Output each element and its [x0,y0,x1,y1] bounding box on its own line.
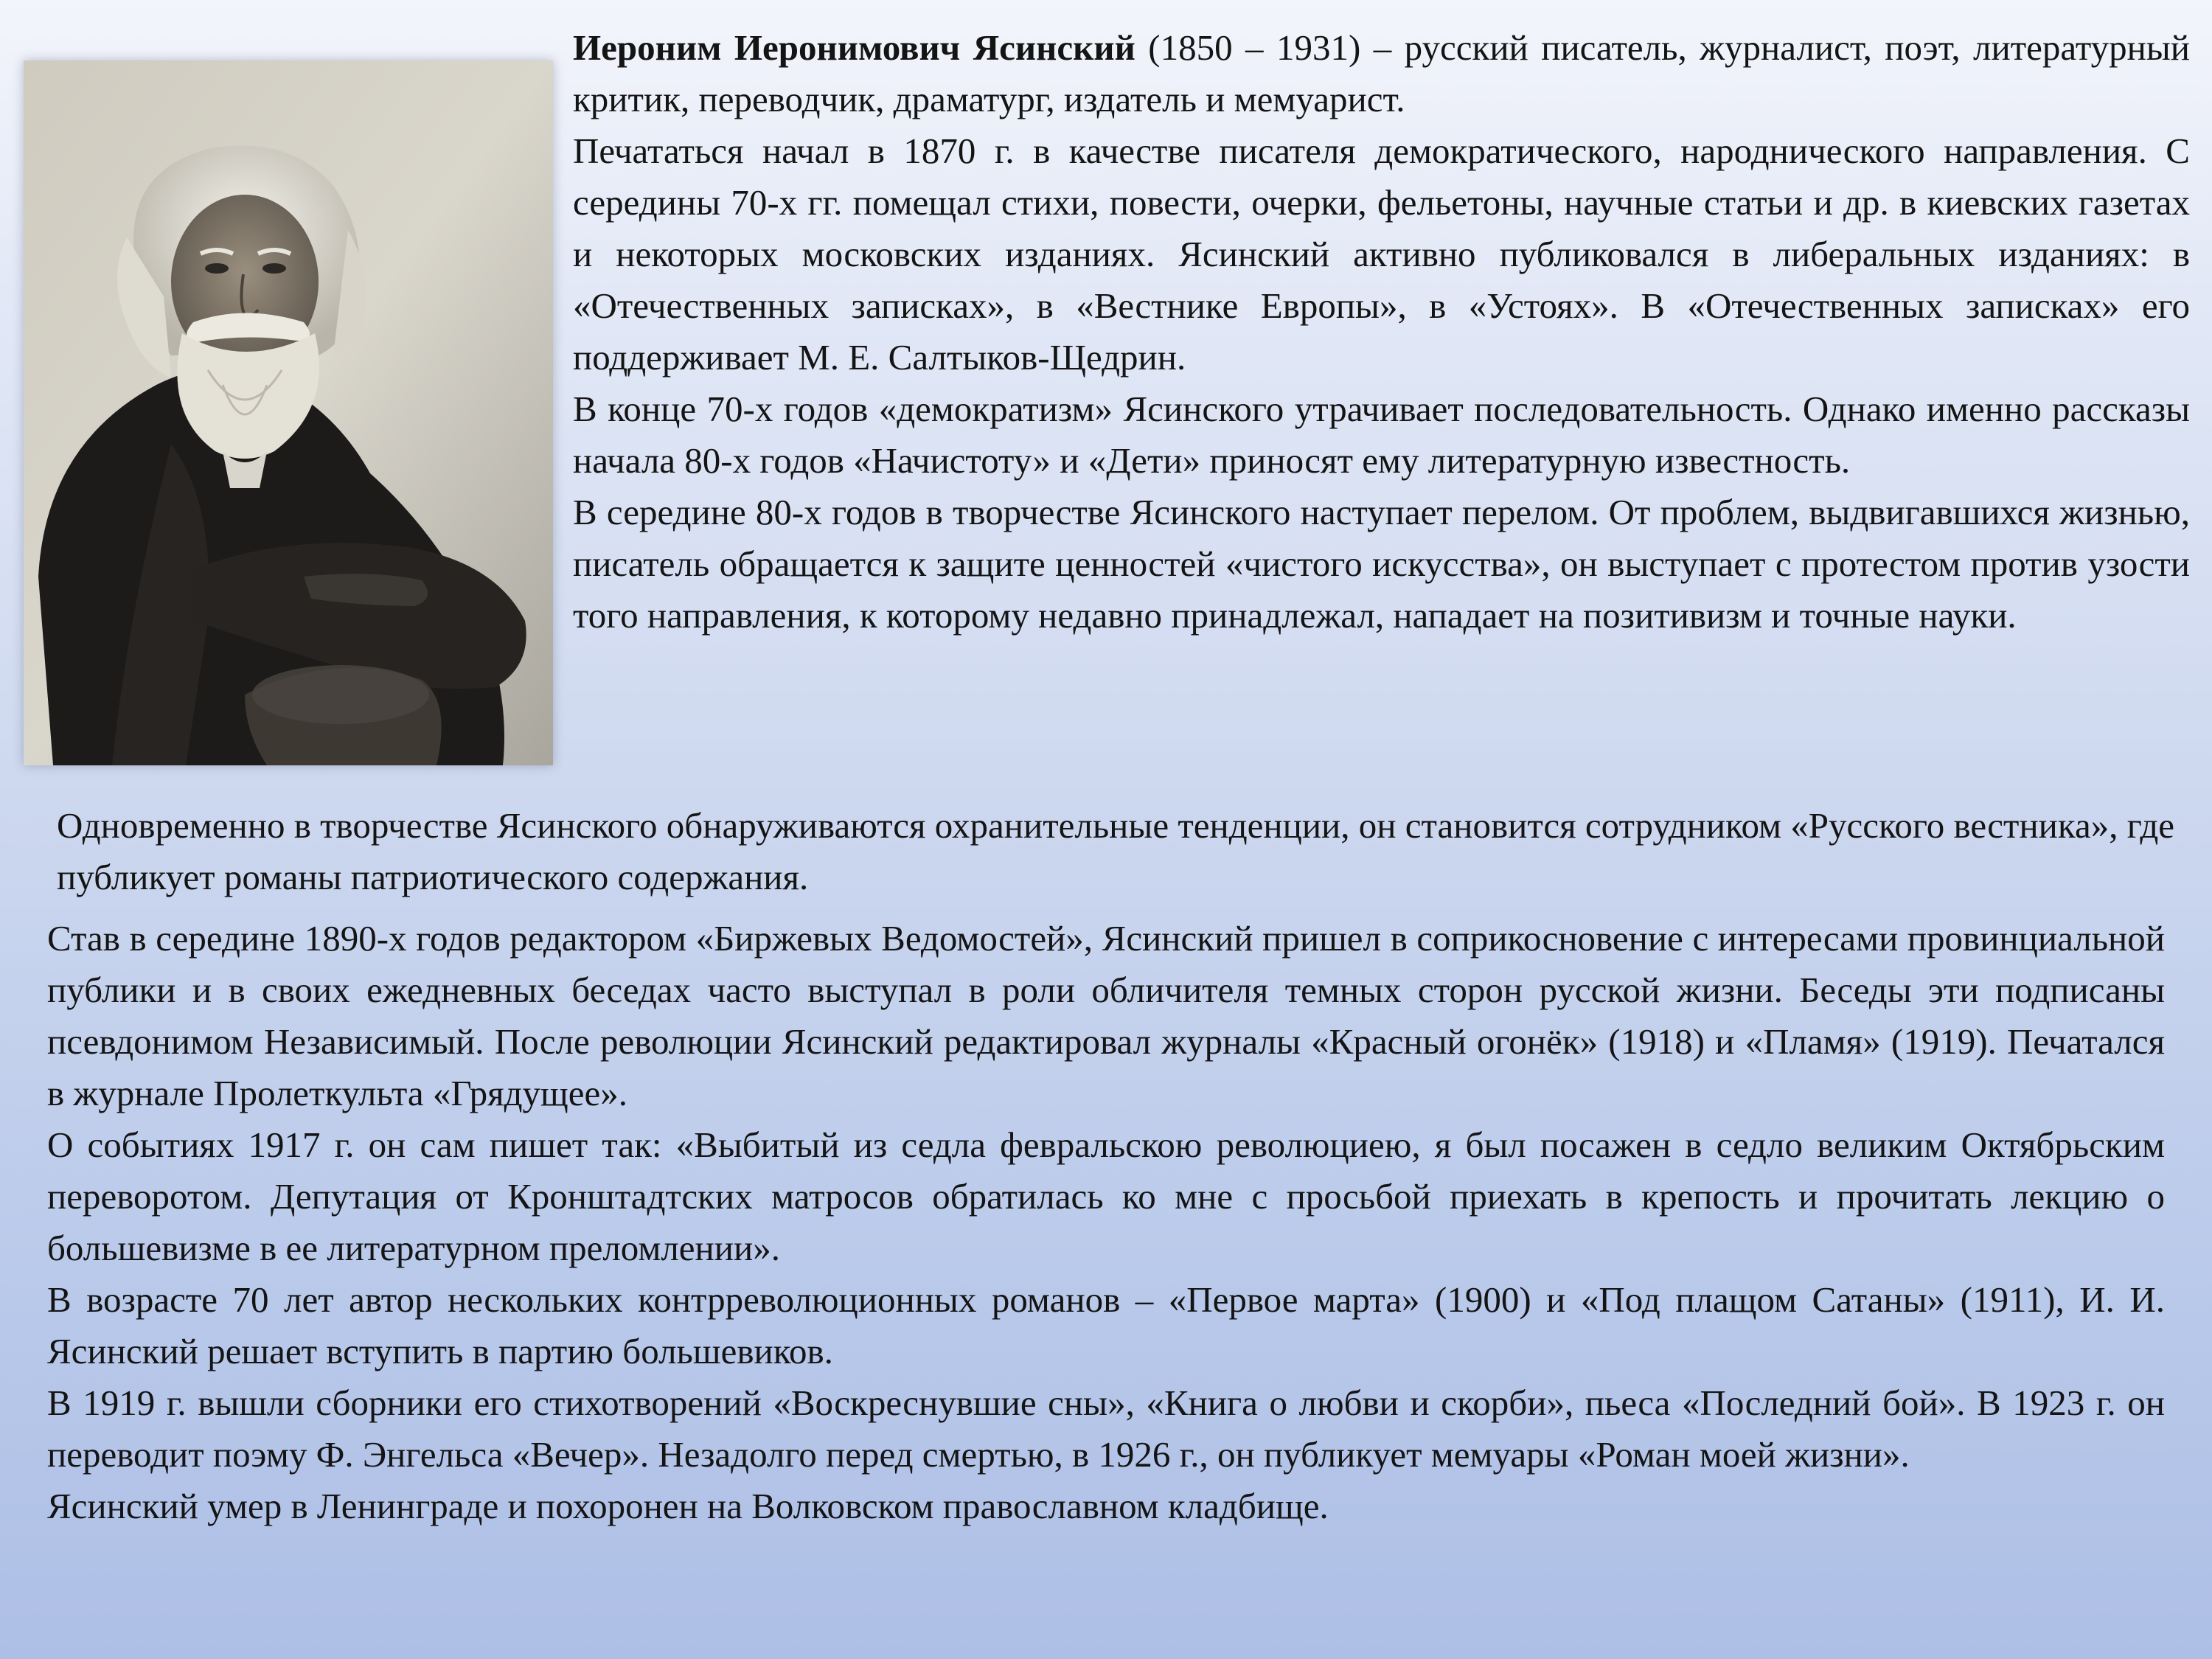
middle-text-block [57,800,2188,903]
paragraph: Печататься начал в 1870 г. в качестве писателя демократического, народнического направления. С середины 70-х гг. помещал стихи, повести, очерки, фельетоны, научные статьи и др. в киевских газетах и некоторых московских изданиях. Ясинский активно публиковался в либеральных изданиях: в «Отечественных записках», в «Вестнике Европы», в «Устоях». В «Отечественных записках» его поддерживает М. Е. Салтыков-Щедрин. [573,131,2190,378]
author-name: Иероним Иеронимович Ясинский [573,27,1135,68]
paragraph: В конце 70-х годов «демократизм» Ясинского утрачивает последовательность. Однако именно рассказы начала 80-х годов «Начистоту» и «Дети» приносят ему литературную известность. [573,389,2190,481]
paragraph: Ясинский умер в Ленинграде и похоронен на Волковском православном кладбище. [47,1486,1329,1526]
paragraph: В середине 80-х годов в творчестве Ясинского наступает перелом. От проблем, выдвигавшихся жизнью, писатель обращается к защите ценностей «чистого искусства», он выступает с протестом против узости того направления, к которому недавно принадлежал, нападает на позитивизм и точные науки. [573,492,2190,636]
portrait-photo [24,60,553,765]
paragraph: Став в середине 1890-х годов редактором «Биржевых Ведомостей», Ясинский пришел в соприкосновение с интересами провинциальной публики и в своих ежедневных беседах часто выступал в роли обличителя темных сторон русской жизни. Беседы эти подписаны псевдонимом Независимый. После революции Ясинский редактировал журналы «Красный огонёк» (1918) и «Пламя» (1919). Печатался в журнале Пролеткульта «Грядущее». [47,918,2165,1113]
portrait-illustration [24,60,553,765]
paragraph: Одновременно в творчестве Ясинского обнаруживаются охранительные тенденции, он становится сотрудником «Русского вестника», где публикует романы патриотического содержания. [57,805,2175,897]
intro-paragraph [573,22,2190,125]
paragraph: В возрасте 70 лет автор нескольких контрреволюционных романов – «Первое марта» (1900) и «Под плащом Сатаны» (1911), И. И. Ясинский решает вступить в партию большевиков. [47,1279,2165,1371]
paragraph: О событиях 1917 г. он сам пишет так: «Выбитый из седла февральскою революциею, я был посажен в седло великим Октябрьским переворотом. Депутация от Кронштадтских матросов обратилась ко мне с просьбой приехать в крепость и прочитать лекцию о большевизме в ее литературном преломлении». [47,1124,2165,1268]
intro-text-block [573,22,2190,641]
paragraph: В 1919 г. вышли сборники его стихотворений «Воскреснувшие сны», «Книга о любви и скорби», пьеса «Последний бой». В 1923 г. он переводит поэму Ф. Энгельса «Вечер». Незадолго перед смертью, в 1926 г., он публикует мемуары «Роман моей жизни». [47,1382,2165,1475]
bottom-text-block [47,913,2165,1532]
intro-rest: (1850 – 1931) – русский писатель, журналист, поэт, литературный критик, переводчик, драматург, издатель и мемуарист. [573,27,2190,119]
